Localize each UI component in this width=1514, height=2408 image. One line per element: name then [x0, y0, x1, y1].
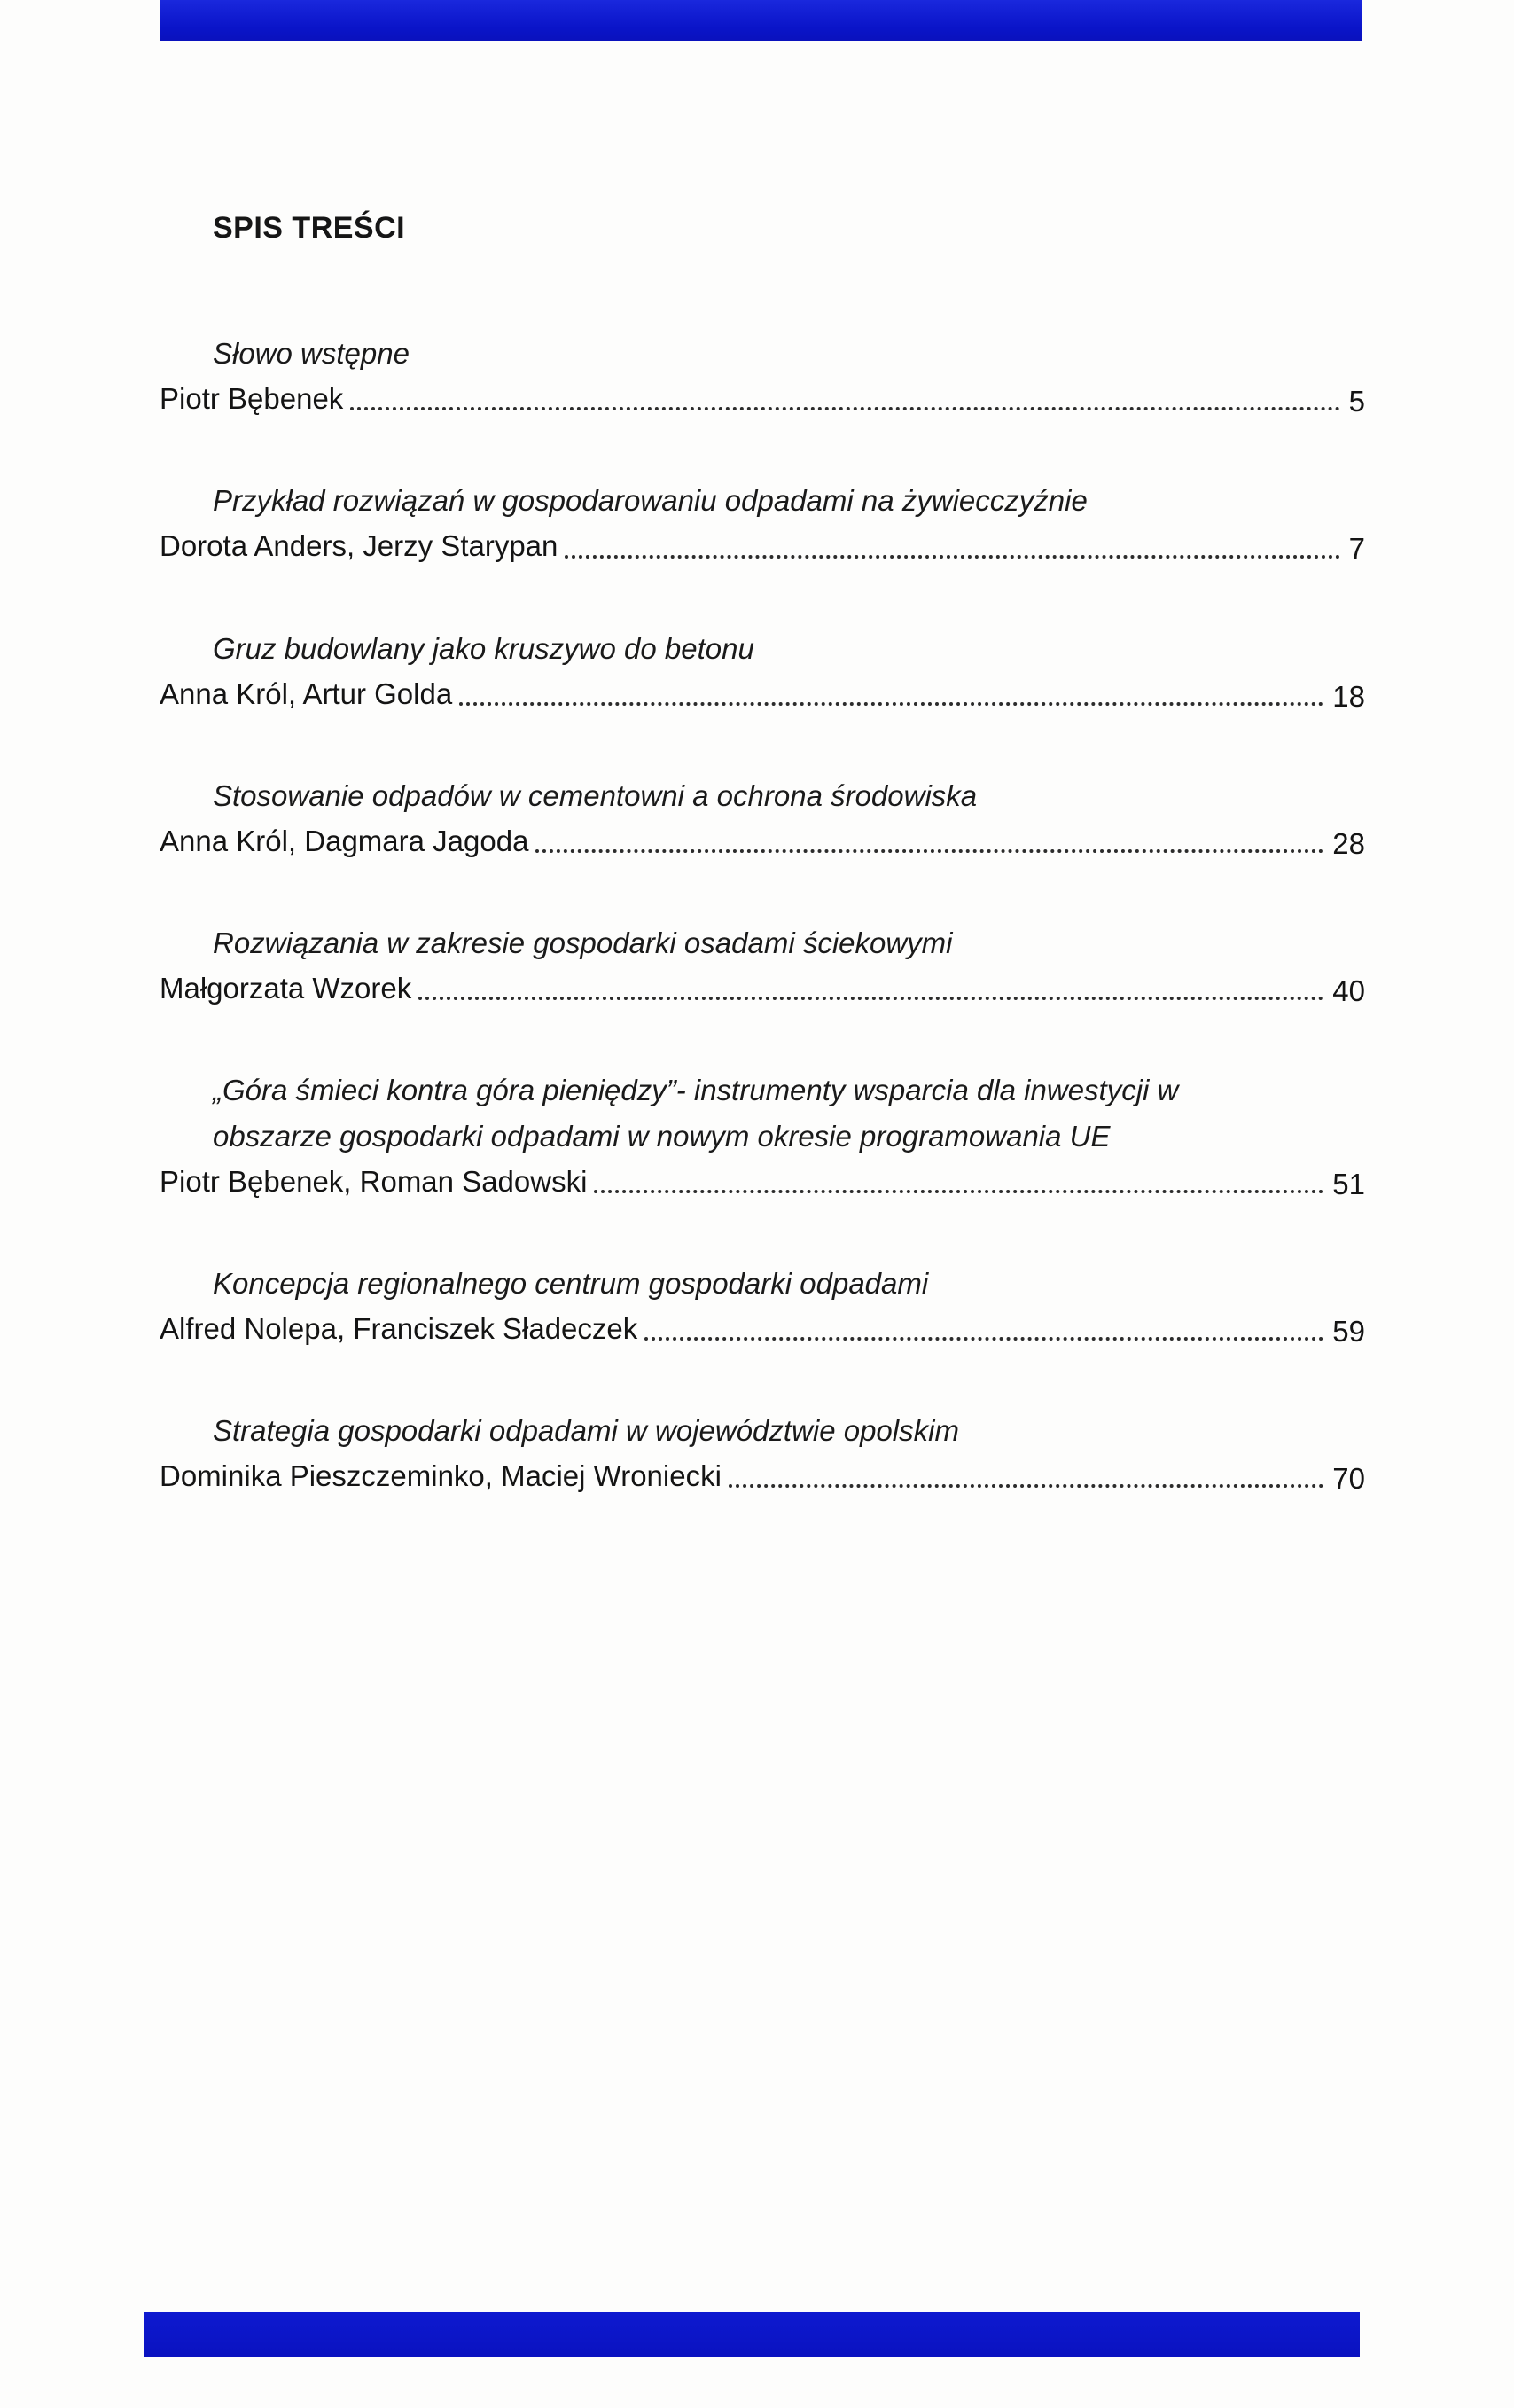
toc-entry-page-number: 7 [1348, 532, 1365, 566]
toc-entry-page-number: 70 [1332, 1462, 1365, 1496]
toc-entry-authors: Alfred Nolepa, Franciszek Sładeczek [160, 1311, 638, 1345]
dotted-leader [594, 1190, 1323, 1193]
dotted-leader [350, 407, 1339, 410]
toc-entry-page-number: 5 [1348, 385, 1365, 418]
toc-entry [160, 1261, 1365, 1351]
dotted-leader [535, 849, 1323, 853]
toc-entry [160, 478, 1365, 568]
toc-entry-authors-line [160, 671, 1365, 716]
toc-entry-title: Koncepcja regionalnego centrum gospodarki odpadami [213, 1266, 929, 1300]
toc-entry-authors-line [160, 1453, 1365, 1498]
toc-entry-authors: Anna Król, Dagmara Jagoda [160, 824, 529, 857]
toc-entry-title: „Góra śmieci kontra góra pieniędzy”- instrumenty wsparcia dla inwestycji w obszarze gospodarki odpadami w nowym okresie programowania UE [213, 1074, 1179, 1153]
toc-entry-page-number: 40 [1332, 974, 1365, 1008]
toc-entry-title: Stosowanie odpadów w cementowni a ochrona środowiska [213, 778, 978, 812]
page-title: SPIS TREŚCI [213, 211, 406, 245]
toc-entry [160, 626, 1365, 716]
toc-entry-authors-line [160, 966, 1365, 1011]
dotted-leader [565, 555, 1339, 559]
dotted-leader [729, 1484, 1323, 1488]
toc-entry-page-number: 59 [1332, 1314, 1365, 1348]
top-banner-bar [160, 0, 1362, 41]
bottom-banner-bar [144, 2312, 1360, 2357]
toc-entry-title: Strategia gospodarki odpadami w województwie opolskim [213, 1414, 959, 1448]
toc-entry-authors: Piotr Bębenek, Roman Sadowski [160, 1164, 588, 1198]
dotted-leader [644, 1337, 1323, 1341]
toc-entry-authors: Dominika Pieszczeminko, Maciej Wroniecki [160, 1459, 722, 1493]
toc-entry-page-number: 51 [1332, 1167, 1365, 1200]
toc-entry [160, 331, 1365, 421]
toc-entry-authors: Małgorzata Wzorek [160, 972, 412, 1005]
toc-entry-authors-line [160, 376, 1365, 421]
toc-entry-authors: Anna Król, Artur Golda [160, 676, 453, 710]
toc-entry-authors-line [160, 523, 1365, 568]
toc-entry-authors: Piotr Bębenek [160, 382, 344, 416]
toc-entry-authors-line [160, 1306, 1365, 1351]
toc-entry-title: Słowo wstępne [213, 337, 410, 370]
dotted-leader [459, 702, 1323, 706]
toc-entry [160, 1067, 1365, 1203]
toc-entry-page-number: 18 [1332, 679, 1365, 713]
toc-entry-title: Gruz budowlany jako kruszywo do betonu [213, 631, 754, 665]
toc-entry-authors-line [160, 1159, 1365, 1204]
toc-entry-authors: Dorota Anders, Jerzy Starypan [160, 529, 558, 563]
toc-entry-title: Przykład rozwiązań w gospodarowaniu odpadami na żywiecczyźnie [213, 484, 1088, 518]
table-of-contents [160, 211, 1365, 1555]
toc-entry-title: Rozwiązania w zakresie gospodarki osadami ściekowymi [213, 926, 953, 960]
toc-entry [160, 773, 1365, 864]
toc-entry-page-number: 28 [1332, 826, 1365, 860]
toc-entry-authors-line [160, 818, 1365, 864]
toc-entry [160, 1408, 1365, 1498]
toc-entry [160, 920, 1365, 1011]
dotted-leader [418, 997, 1323, 1000]
